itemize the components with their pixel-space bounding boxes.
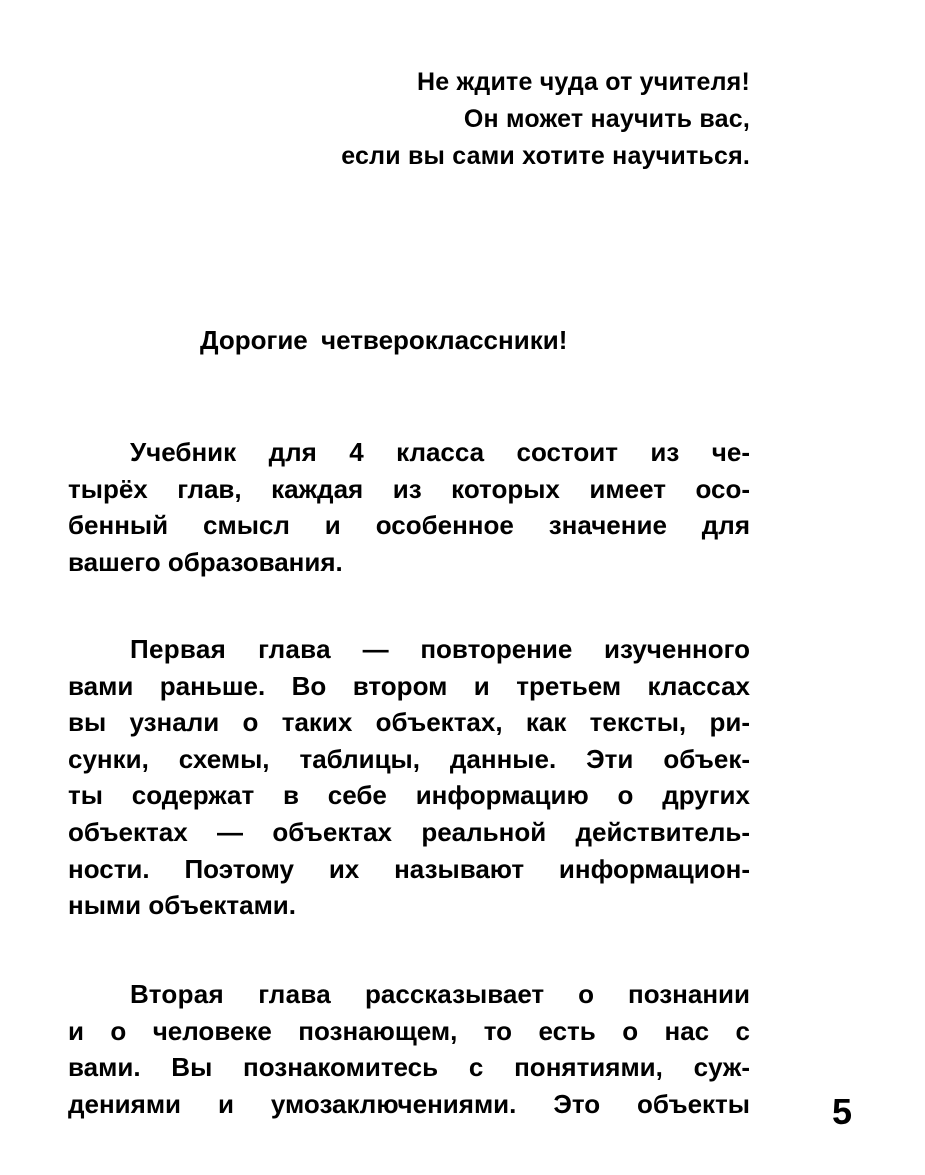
- paragraph-line: тырёх глав, каждая из которых имеет осо-: [68, 473, 750, 504]
- paragraph-chapter-two: [68, 976, 750, 1122]
- paragraph-line: ности. Поэтому их называют информацион-: [68, 853, 750, 884]
- greeting-heading: Дорогие четвероклассники!: [200, 325, 568, 355]
- paragraph-line: объектах — объектах реальной действитель-: [68, 816, 750, 847]
- paragraph-intro: [68, 434, 750, 580]
- paragraph-line: сунки, схемы, таблицы, данные. Эти объек-: [68, 743, 750, 774]
- paragraph-chapter-one: [68, 631, 750, 924]
- paragraph-line: вами раньше. Во втором и третьем классах: [68, 670, 750, 701]
- paragraph-line-rest: — повторение изученного: [330, 634, 750, 664]
- paragraph-line: дениями и умозаключениями. Это объекты: [68, 1088, 750, 1119]
- paragraph-line: вашего образования.: [68, 546, 343, 577]
- paragraph-line: вами. Вы познакомитесь с понятиями, суж-: [68, 1052, 750, 1083]
- paragraph-first-line: [68, 976, 750, 1013]
- epigraph-line: если вы сами хотите научиться.: [341, 142, 750, 170]
- epigraph: [250, 64, 750, 175]
- chapter-two-lead: Вторая глава: [130, 979, 332, 1009]
- paragraph-line: бенный смысл и особенное значение для: [68, 510, 750, 541]
- paragraph-line: Учебник для 4 класса состоит из че-: [130, 437, 750, 467]
- paragraph-line: и о человеке познающем, то есть о нас с: [68, 1015, 750, 1046]
- paragraph-line-rest: рассказывает о познании: [331, 979, 750, 1009]
- paragraph-first-line: [68, 631, 750, 668]
- paragraph-line: ты содержат в себе информацию о других: [68, 780, 750, 811]
- paragraph-line: ными объектами.: [68, 890, 297, 921]
- epigraph-line: Он может научить вас,: [463, 105, 750, 133]
- paragraph-line: вы узнали о таких объектах, как тексты, ри-: [68, 707, 750, 738]
- chapter-one-lead: Первая глава: [130, 634, 331, 664]
- page-number: 5: [832, 1091, 853, 1132]
- epigraph-line: Не ждите чуда от учителя!: [416, 68, 750, 96]
